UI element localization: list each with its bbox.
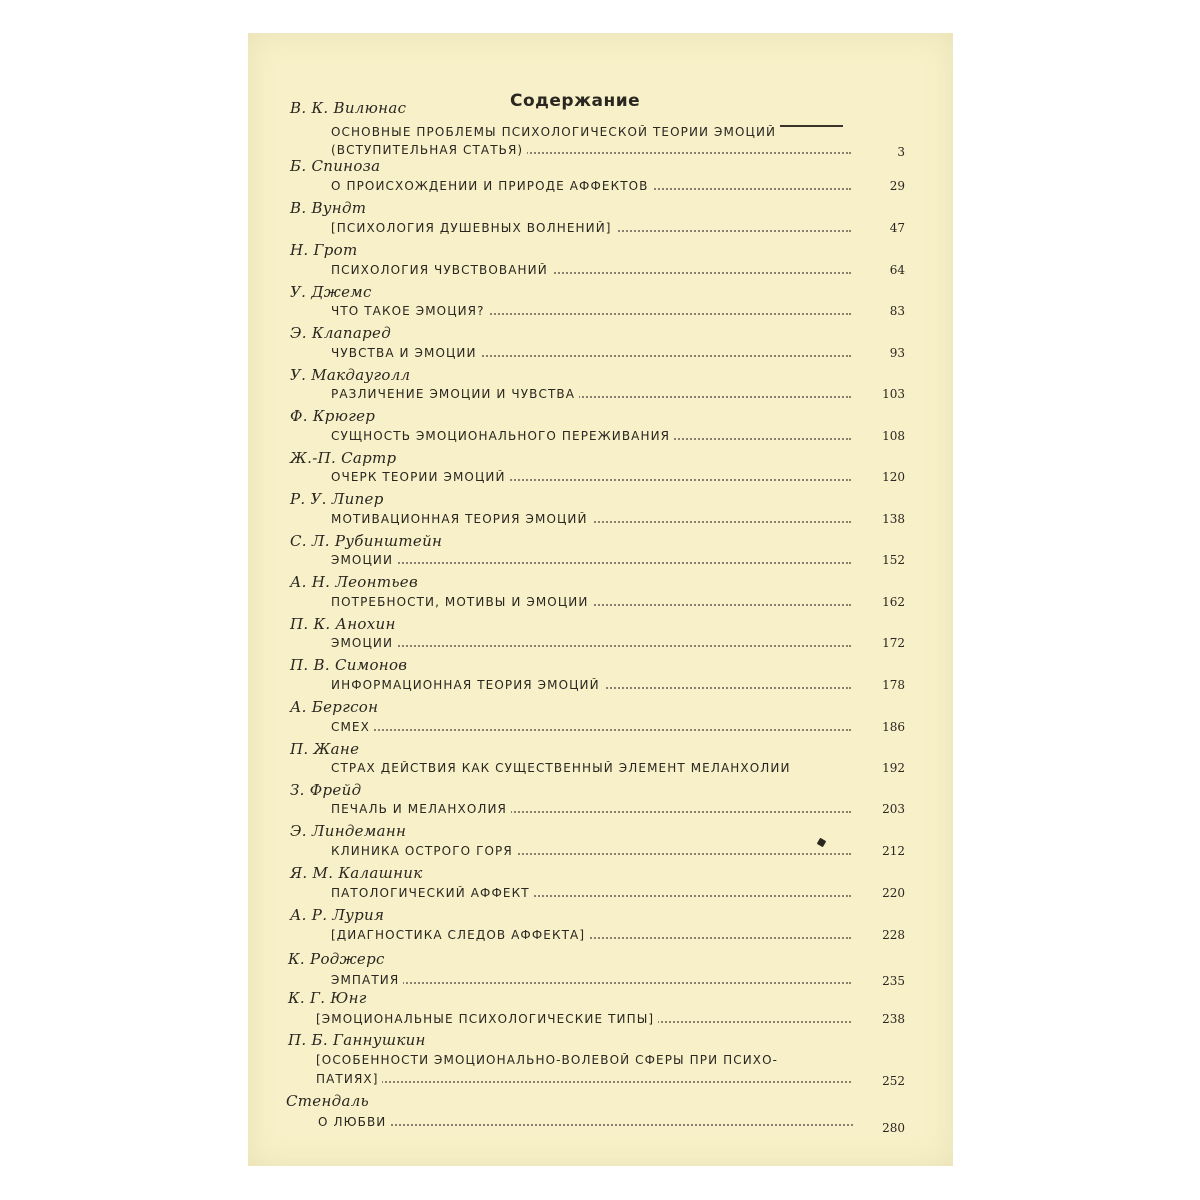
toc-author: В. Вундт [290, 199, 367, 217]
toc-work-title-cont: (ВСТУПИТЕЛЬНАЯ СТАТЬЯ) [331, 143, 851, 157]
toc-page-number: 172 [882, 636, 905, 650]
toc-work-title: МОТИВАЦИОННАЯ ТЕОРИЯ ЭМОЦИЙ [331, 512, 851, 526]
toc-page-number: 64 [889, 263, 905, 277]
toc-author: Ф. Крюгер [290, 407, 376, 425]
toc-work-title: ПЕЧАЛЬ И МЕЛАНХОЛИЯ [331, 802, 851, 816]
toc-page-number: 108 [882, 429, 905, 443]
page-title: Содержание [510, 91, 641, 111]
toc-page-number: 47 [889, 221, 905, 235]
toc-author: А. Р. Лурия [290, 906, 385, 924]
toc-work-title: [ПСИХОЛОГИЯ ДУШЕВНЫХ ВОЛНЕНИЙ] [331, 221, 851, 235]
toc-author: А. Бергсон [290, 698, 379, 716]
toc-work-title: [ОСОБЕННОСТИ ЭМОЦИОНАЛЬНО-ВОЛЕВОЙ СФЕРЫ ПРИ ПСИХО- [316, 1053, 851, 1067]
toc-page-number: 280 [882, 1121, 905, 1135]
toc-work-title: ЭМОЦИИ [331, 553, 851, 567]
toc-author: Б. Спиноза [290, 157, 381, 175]
toc-work-title: [ДИАГНОСТИКА СЛЕДОВ АФФЕКТА] [331, 928, 851, 942]
toc-work-title: РАЗЛИЧЕНИЕ ЭМОЦИИ И ЧУВСТВА [331, 387, 851, 401]
toc-author: В. К. Вилюнас [290, 99, 407, 117]
toc-author: Э. Клапаред [290, 324, 392, 342]
toc-author: Стендаль [286, 1092, 370, 1110]
toc-page-number: 220 [882, 886, 905, 900]
toc-work-title: ЧТО ТАКОЕ ЭМОЦИЯ? [331, 304, 851, 318]
toc-page-number: 103 [882, 387, 905, 401]
toc-page-number: 120 [882, 470, 905, 484]
toc-work-title: ПСИХОЛОГИЯ ЧУВСТВОВАНИЙ [331, 263, 851, 277]
toc-work-title: ОСНОВНЫЕ ПРОБЛЕМЫ ПСИХОЛОГИЧЕСКОЙ ТЕОРИИ ЭМОЦИЙ [331, 125, 851, 139]
toc-author: У. Джемс [290, 283, 372, 301]
toc-page-number: 93 [889, 346, 905, 360]
toc-author: П. К. Анохин [290, 615, 396, 633]
toc-author: К. Роджерс [288, 950, 385, 968]
toc-work-title: СУЩНОСТЬ ЭМОЦИОНАЛЬНОГО ПЕРЕЖИВАНИЯ [331, 429, 851, 443]
toc-work-title: ПОТРЕБНОСТИ, МОТИВЫ И ЭМОЦИИ [331, 595, 851, 609]
toc-work-title: О ПРОИСХОЖДЕНИИ И ПРИРОДЕ АФФЕКТОВ [331, 179, 851, 193]
toc-page-number: 212 [882, 844, 905, 858]
toc-page-number: 3 [897, 145, 905, 159]
toc-page-number: 238 [882, 1012, 905, 1026]
toc-work-title: ОЧЕРК ТЕОРИИ ЭМОЦИЙ [331, 470, 851, 484]
toc-page-number: 228 [882, 928, 905, 942]
toc-work-title: [ЭМОЦИОНАЛЬНЫЕ ПСИХОЛОГИЧЕСКИЕ ТИПЫ] [316, 1012, 851, 1026]
toc-page-number: 152 [882, 553, 905, 567]
toc-page-number: 186 [882, 720, 905, 734]
toc-page-number: 192 [882, 761, 905, 775]
toc-author: Р. У. Липер [290, 490, 384, 508]
toc-author: П. Б. Ганнушкин [288, 1031, 426, 1049]
toc-page-number: 29 [889, 179, 905, 193]
toc-author: У. Макдауголл [290, 366, 411, 384]
toc-work-title: КЛИНИКА ОСТРОГО ГОРЯ [331, 844, 851, 858]
toc-page-number: 138 [882, 512, 905, 526]
toc-author: П. В. Симонов [290, 656, 408, 674]
toc-work-title: О ЛЮБВИ [318, 1115, 853, 1129]
toc-page-number: 203 [882, 802, 905, 816]
toc-author: А. Н. Леонтьев [290, 573, 419, 591]
toc-author: З. Фрейд [290, 781, 362, 799]
toc-author: Н. Грот [290, 241, 358, 259]
toc-work-title: ЧУВСТВА И ЭМОЦИИ [331, 346, 851, 360]
toc-author: Я. М. Калашник [290, 864, 423, 882]
toc-page-number: 162 [882, 595, 905, 609]
toc-page-number: 235 [882, 974, 905, 988]
toc-work-title: СТРАХ ДЕЙСТВИЯ КАК СУЩЕСТВЕННЫЙ ЭЛЕМЕНТ МЕЛАНХОЛИИ [331, 761, 851, 775]
toc-work-title: СМЕХ [331, 720, 851, 734]
toc-author: П. Жане [290, 740, 360, 758]
toc-work-title: ЭМПАТИЯ [331, 973, 851, 987]
toc-work-title: ЭМОЦИИ [331, 636, 851, 650]
toc-work-title: ПАТОЛОГИЧЕСКИЙ АФФЕКТ [331, 886, 851, 900]
toc-author: К. Г. Юнг [288, 989, 367, 1007]
toc-page-number: 83 [889, 304, 905, 318]
toc-work-title-cont: ПАТИЯХ] [316, 1072, 851, 1086]
toc-page-number: 252 [882, 1074, 905, 1088]
toc-author: Ж.-П. Сартр [290, 449, 397, 467]
toc-work-title: ИНФОРМАЦИОННАЯ ТЕОРИЯ ЭМОЦИЙ [331, 678, 851, 692]
toc-author: Э. Линдеманн [290, 822, 407, 840]
toc-page-number: 178 [882, 678, 905, 692]
toc-author: С. Л. Рубинштейн [290, 532, 443, 550]
